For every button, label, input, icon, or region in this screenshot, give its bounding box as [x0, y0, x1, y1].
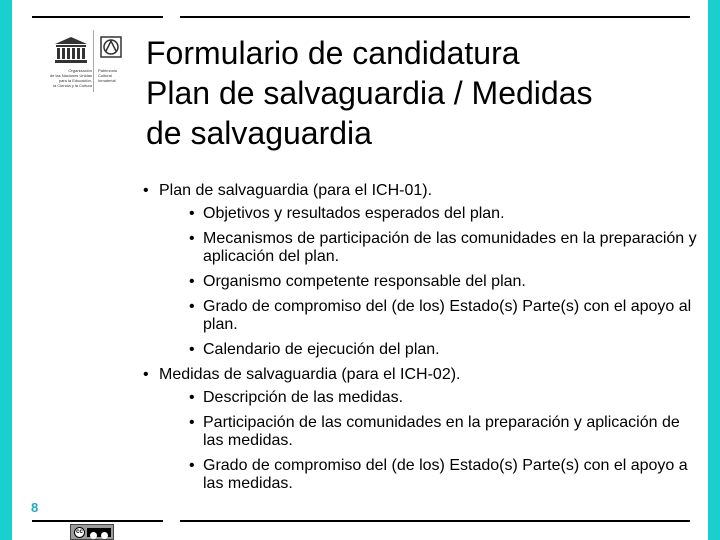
- title-line: de salvaguardia: [146, 115, 372, 151]
- unesco-logo: [38, 28, 134, 98]
- logo-divider: [93, 30, 94, 92]
- unesco-temple-icon: [54, 36, 88, 64]
- sub-bullet: • Mecanismos de participación de las comunidades en la preparación y aplicación del plan.: [187, 230, 700, 266]
- creative-commons-badge-icon: [70, 524, 114, 540]
- bullet-section: [140, 180, 700, 359]
- slide-content: [140, 180, 700, 493]
- cc-license-bar: [87, 528, 111, 537]
- intangible-heritage-emblem-icon: [100, 36, 122, 58]
- sub-bullet: • Objetivos y resultados esperados del plan.: [187, 205, 700, 223]
- sub-bullet: • Calendario de ejecución del plan.: [187, 341, 700, 359]
- title-line: Formulario de candidatura: [146, 35, 520, 71]
- bottom-rule-left: [32, 520, 163, 522]
- bottom-rule-short: [180, 520, 195, 522]
- top-rule-short: [180, 16, 195, 18]
- section-label: Medidas de salvaguardia (para el ICH-02).: [159, 366, 461, 383]
- slide: [12, 0, 708, 540]
- sub-bullet: • Grado de compromiso del (de los) Estado(s) Parte(s) con el apoyo al plan.: [187, 298, 700, 334]
- title-line: Plan de salvaguardia / Medidas: [146, 75, 593, 111]
- page-number: 8: [31, 500, 39, 515]
- cc-attribution-icon: [90, 532, 97, 539]
- sub-bullet-list: [159, 389, 700, 493]
- top-rule-left: [32, 16, 163, 18]
- sub-bullet-list: [159, 205, 700, 359]
- logo-left-text: Organización de las Naciones Unidas para la Educación, la Ciencia y la Cultura: [49, 68, 92, 88]
- cc-mark: cc: [74, 527, 85, 538]
- slide-title: [146, 33, 706, 153]
- bottom-rule-right: [195, 520, 690, 522]
- sub-bullet: • Participación de las comunidades en la preparación y aplicación de las medidas.: [187, 414, 700, 450]
- bullet-list: [140, 180, 700, 493]
- section-label: Plan de salvaguardia (para el ICH-01).: [159, 182, 433, 199]
- sub-bullet: • Grado de compromiso del (de los) Estado(s) Parte(s) con el apoyo a las medidas.: [187, 457, 700, 493]
- bullet-section: [140, 364, 700, 493]
- top-rule-right: [195, 16, 690, 18]
- sub-bullet: • Organismo competente responsable del plan.: [187, 273, 700, 291]
- sub-bullet: • Descripción de las medidas.: [187, 389, 700, 407]
- logo-right-text: Patrimonio Cultural Inmaterial: [98, 68, 118, 83]
- cc-sharealike-icon: [101, 532, 108, 539]
